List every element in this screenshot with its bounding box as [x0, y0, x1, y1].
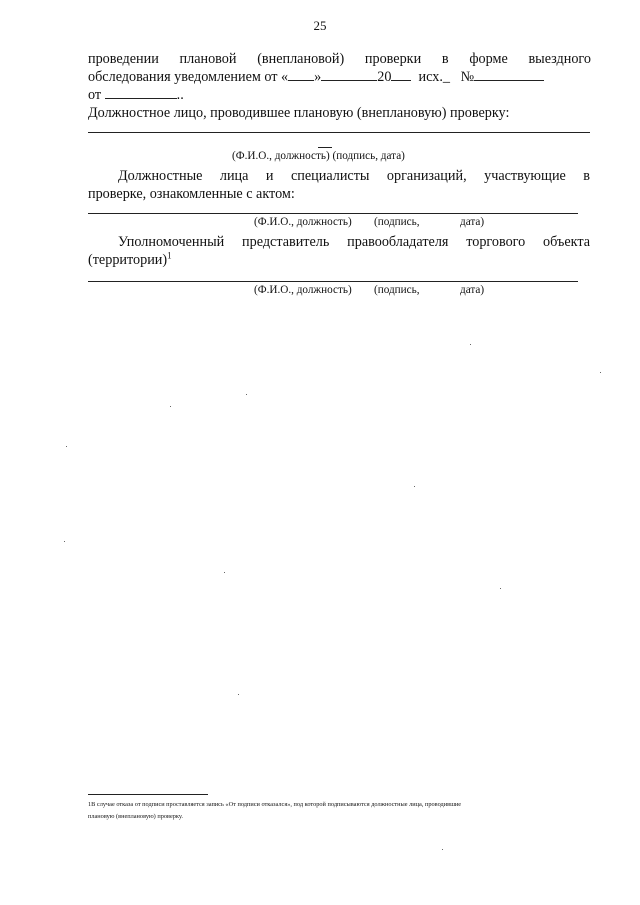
- representative-caption-fio: (Ф.И.О., должность): [254, 284, 352, 296]
- header-line-2: [88, 68, 544, 86]
- notice-year-blank: [391, 68, 411, 81]
- specialists-signature-line: [88, 213, 578, 214]
- notice-day-blank: [288, 68, 314, 81]
- page-number: 25: [313, 18, 327, 33]
- date-from-label: от: [88, 87, 102, 103]
- official-caption: (Ф.И.О., должность) (подпись, дата): [232, 150, 405, 162]
- representative-territory: (территории): [88, 252, 168, 268]
- date-from-suffix: ..: [176, 87, 184, 103]
- notice-quote: »: [314, 69, 322, 85]
- scan-speck: [238, 694, 239, 695]
- specialists-line-1: Должностные лица и специалисты организаций, участвующие в: [118, 168, 590, 184]
- representative-caption-sign: (подпись,: [374, 284, 420, 296]
- header-line-3: [88, 86, 184, 104]
- scan-speck: [64, 541, 65, 542]
- representative-signature-line: [88, 281, 578, 282]
- representative-line-2: [88, 251, 172, 269]
- scan-speck: [600, 372, 601, 373]
- notice-number-sign: №: [460, 69, 475, 85]
- official-signature-line: [88, 132, 590, 133]
- notice-year: 20: [377, 69, 392, 85]
- specialists-line-2: проверке, ознакомленные с актом:: [88, 186, 295, 202]
- representative-caption-date: дата): [460, 284, 485, 296]
- scan-speck: [224, 572, 225, 573]
- footnote-line-2: плановую (внеплановую) проверку.: [88, 813, 183, 820]
- footnote-line-1: 1В случае отказа от подписи проставляется запись «От подписи отказался», под которой подписываются должностные лица, проводившие: [88, 801, 462, 808]
- scan-speck: [442, 849, 443, 850]
- scan-speck: [470, 344, 471, 345]
- scan-speck: [414, 486, 415, 487]
- header-line-1: проведении плановой (внеплановой) проверки в форме выездного: [88, 51, 591, 67]
- scan-speck: [170, 406, 171, 407]
- representative-line-1: Уполномоченный представитель правообладателя торгового объекта: [118, 234, 590, 250]
- scan-speck: [246, 394, 247, 395]
- notice-prefix: обследования уведомлением от «: [88, 69, 289, 85]
- specialists-caption-fio: (Ф.И.О., должность): [254, 216, 352, 228]
- official-label: Должностное лицо, проводившее плановую (внеплановую) проверку:: [88, 105, 510, 121]
- notice-month-blank: [321, 68, 377, 81]
- footnote-separator: [88, 794, 208, 795]
- footnote-reference: 1: [167, 250, 172, 261]
- specialists-caption-date: дата): [460, 216, 485, 228]
- scan-speck: [500, 588, 501, 589]
- notice-number-blank: [474, 68, 544, 81]
- scan-speck: [66, 446, 67, 447]
- date-from-blank: [105, 86, 177, 99]
- notice-ref: исх._: [418, 69, 450, 85]
- official-tick-mark: [318, 147, 332, 148]
- specialists-caption-sign: (подпись,: [374, 216, 420, 228]
